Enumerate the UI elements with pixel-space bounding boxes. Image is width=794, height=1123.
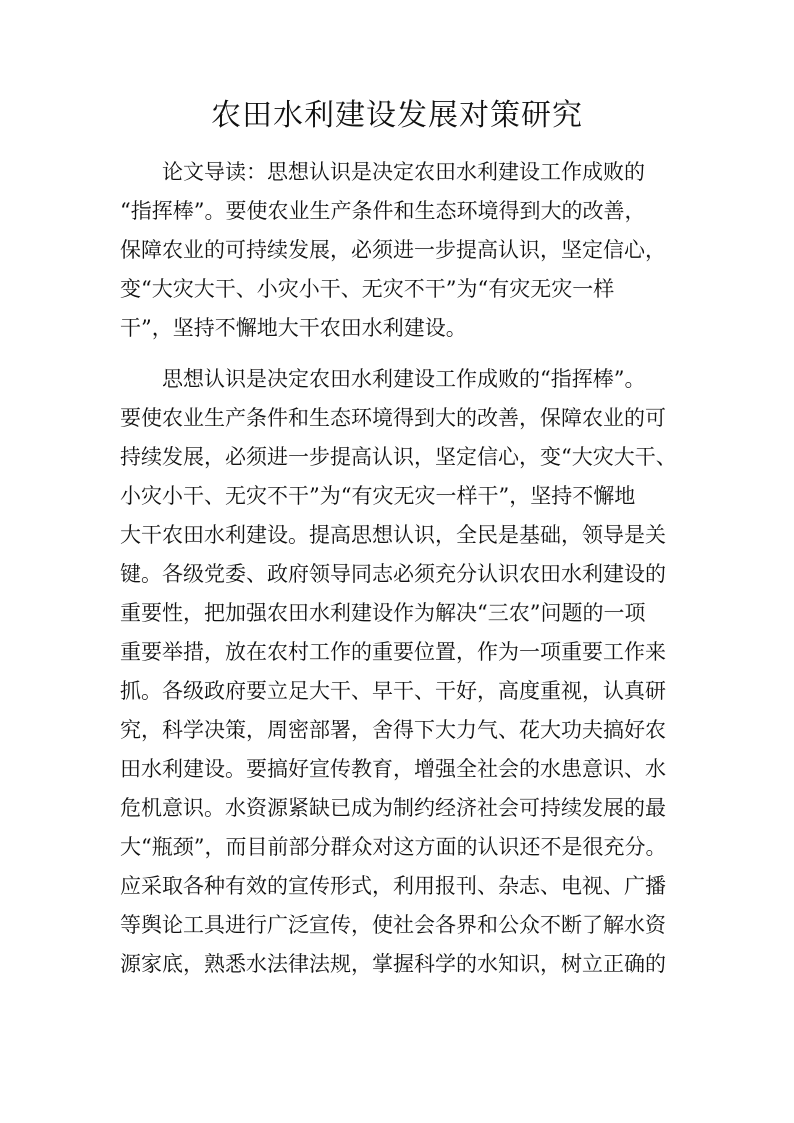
- body-line: 应采取各种有效的宣传形式，利用报刊、杂志、电视、广播: [120, 874, 666, 898]
- body-line: 危机意识。水资源紧缺已成为制约经济社会可持续发展的最: [120, 796, 666, 820]
- body-line: 重要举措，放在农村工作的重要位置，作为一项重要工作来: [120, 640, 666, 664]
- abstract-line: 保障农业的可持续发展，必须进一步提高认识，坚定信心，: [120, 238, 666, 262]
- body-line: 思想认识是决定农田水利建设工作成败的“指挥棒”。: [162, 367, 646, 391]
- body-line: 要使农业生产条件和生态环境得到大的改善，保障农业的可: [120, 406, 666, 430]
- body-line: 大“瓶颈”，而目前部分群众对这方面的认识还不是很充分。: [120, 835, 667, 859]
- body-line: 持续发展，必须进一步提高认识，坚定信心，变“大灾大干、: [120, 445, 677, 469]
- body-line: 抓。各级政府要立足大干、早干、干好，高度重视，认真研: [120, 679, 666, 703]
- body-line: 大干农田水利建设。提高思想认识，全民是基础，领导是关: [120, 523, 666, 547]
- abstract-line: 干”，坚持不懈地大干农田水利建设。: [120, 316, 467, 340]
- body-line: 键。各级党委、政府领导同志必须充分认识农田水利建设的: [120, 562, 666, 586]
- body-line: 小灾小干、无灾不干”为“有灾无灾一样干”，坚持不懈地: [120, 484, 636, 508]
- body-line: 源家底，熟悉水法律法规，掌握科学的水知识，树立正确的: [120, 952, 666, 976]
- document-title: 农田水利建设发展对策研究: [211, 98, 583, 133]
- body-line: 等舆论工具进行广泛宣传，使社会各界和公众不断了解水资: [120, 913, 666, 937]
- abstract-line: 论文导读：思想认识是决定农田水利建设工作成败的: [162, 160, 645, 184]
- body-line: 田水利建设。要搞好宣传教育，增强全社会的水患意识、水: [120, 757, 666, 781]
- abstract-line: 变“大灾大干、小灾小干、无灾不干”为“有灾无灾一样: [120, 277, 615, 301]
- body-line: 重要性，把加强农田水利建设作为解决“三农”问题的一项: [120, 601, 646, 625]
- abstract-line: “指挥棒”。要使农业生产条件和生态环境得到大的改善，: [120, 199, 646, 223]
- body-line: 究，科学决策，周密部署，舍得下大力气、花大功夫搞好农: [120, 718, 666, 742]
